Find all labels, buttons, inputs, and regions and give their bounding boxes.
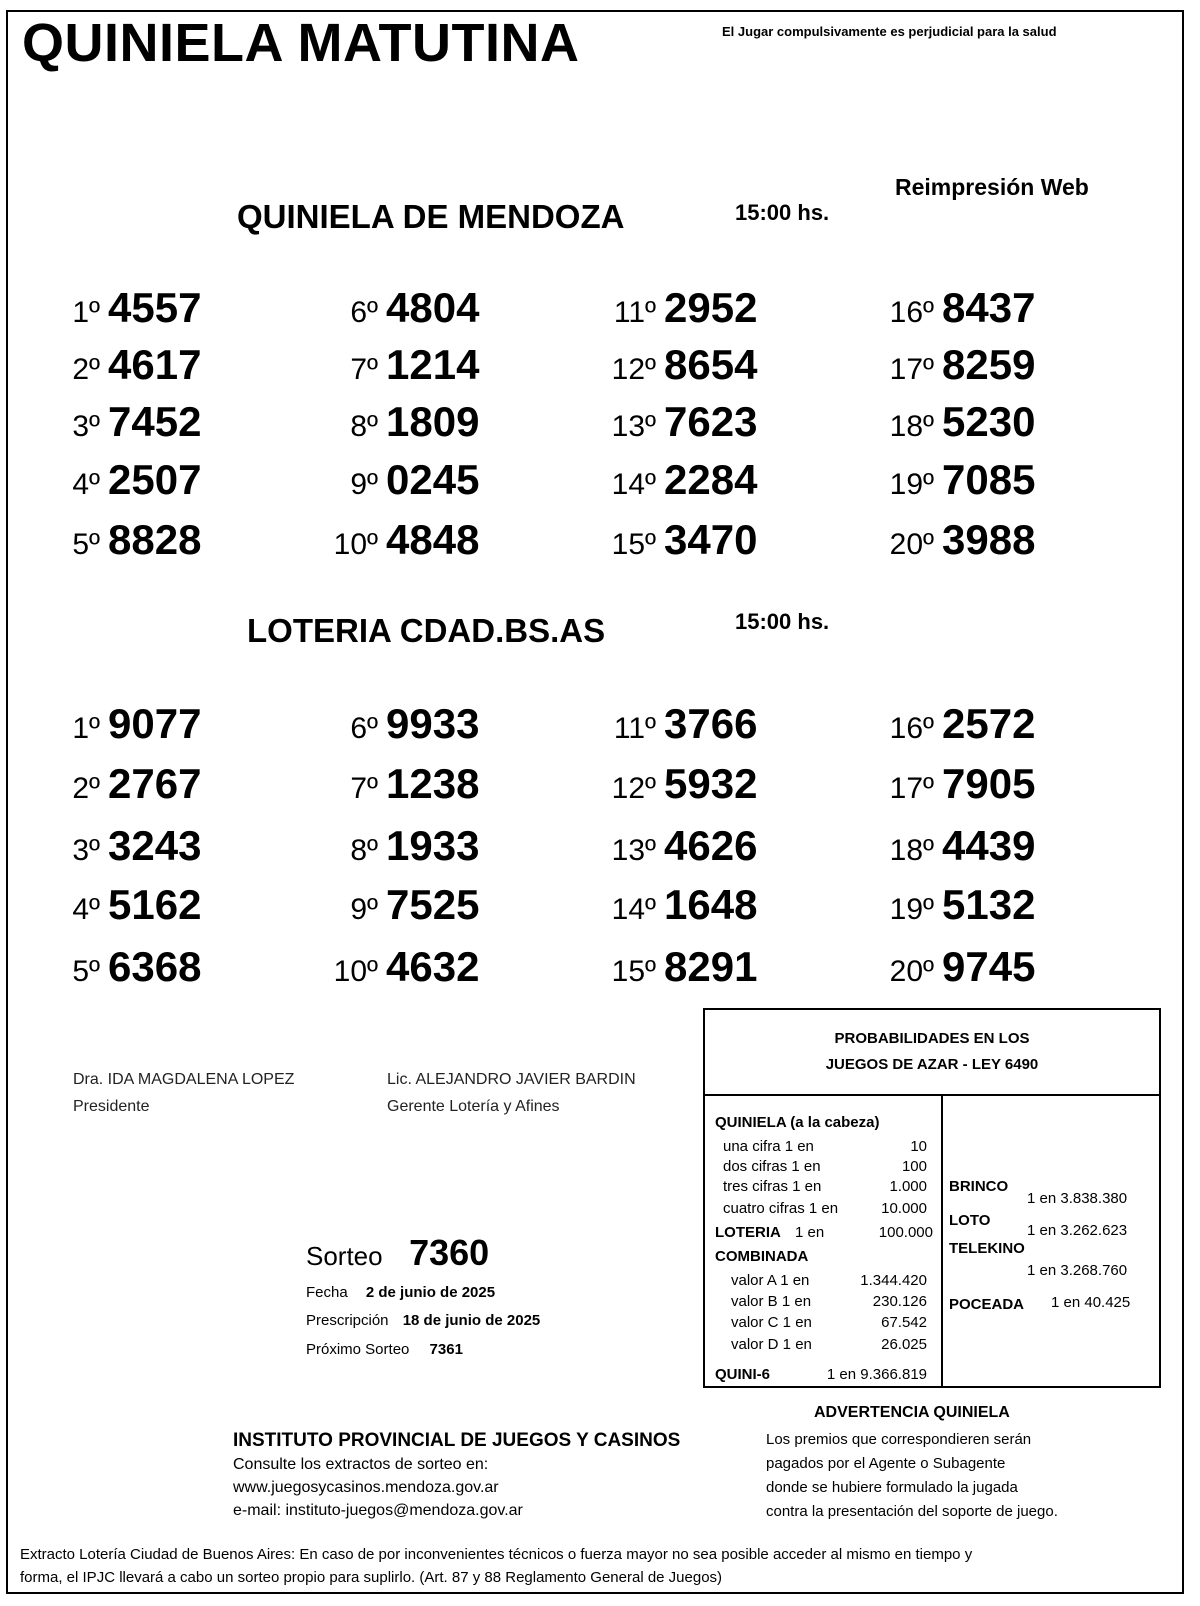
sorteo-info bbox=[306, 1232, 489, 1274]
result-number: 4617 bbox=[108, 341, 202, 388]
result-cell bbox=[40, 760, 201, 808]
probabilities-box bbox=[703, 1008, 1161, 1388]
quiniela-prob-label: tres cifras 1 en bbox=[723, 1178, 822, 1195]
result-position: 20º bbox=[889, 528, 934, 561]
signature-name: Dra. IDA MAGDALENA LOPEZ bbox=[73, 1071, 295, 1088]
result-position: 20º bbox=[889, 955, 934, 988]
signature-role: Gerente Lotería y Afines bbox=[387, 1098, 560, 1115]
result-cell bbox=[874, 398, 1035, 446]
result-cell bbox=[596, 516, 757, 564]
result-position: 10º bbox=[333, 528, 378, 561]
result-number: 2767 bbox=[108, 760, 202, 807]
result-position: 18º bbox=[889, 410, 934, 443]
loteria-prob-label: LOTERIA bbox=[715, 1224, 781, 1241]
result-position: 10º bbox=[333, 955, 378, 988]
quiniela-prob-value: 1.000 bbox=[889, 1178, 927, 1195]
footer-line: forma, el IPJC llevará a cabo un sorteo propio para suplirlo. (Art. 87 y 88 Reglamento General de Juegos) bbox=[20, 1569, 723, 1586]
result-cell bbox=[318, 700, 479, 748]
loteria-prob-en: 1 en bbox=[795, 1224, 825, 1241]
prescripcion-value: 18 de junio de 2025 bbox=[402, 1312, 541, 1329]
result-position: 3º bbox=[72, 410, 100, 443]
gambling-warning: El Jugar compulsivamente es perjudicial para la salud bbox=[722, 24, 1057, 39]
result-number: 2507 bbox=[108, 456, 202, 503]
result-number: 7623 bbox=[664, 398, 758, 445]
result-position: 12º bbox=[611, 772, 656, 805]
result-number: 3243 bbox=[108, 822, 202, 869]
quiniela-prob-value: 10.000 bbox=[881, 1200, 927, 1217]
result-number: 5162 bbox=[108, 881, 202, 928]
result-cell bbox=[596, 881, 757, 929]
quini6-prob-label: QUINI-6 bbox=[715, 1366, 771, 1383]
result-cell bbox=[318, 341, 479, 389]
advertencia-line: Los premios que correspondieren serán bbox=[766, 1431, 1032, 1448]
fecha-row bbox=[306, 1284, 495, 1301]
result-number: 4557 bbox=[108, 284, 202, 331]
result-position: 19º bbox=[889, 893, 934, 926]
result-number: 8654 bbox=[664, 341, 758, 388]
result-cell bbox=[40, 881, 201, 929]
loteria-prob-row bbox=[715, 1224, 824, 1241]
result-cell bbox=[596, 456, 757, 504]
loteria-prob-value: 100.000 bbox=[878, 1224, 933, 1241]
advertencia-line: pagados por el Agente o Subagente bbox=[766, 1455, 1006, 1472]
result-cell bbox=[318, 881, 479, 929]
probabilities-title-line2: JUEGOS DE AZAR - LEY 6490 bbox=[825, 1056, 1039, 1073]
result-cell bbox=[596, 284, 757, 332]
prescripcion-label: Prescripción bbox=[306, 1312, 389, 1329]
telekino-prob-label: TELEKINO bbox=[949, 1240, 1025, 1257]
sorteo-number: 7360 bbox=[409, 1232, 490, 1273]
result-position: 6º bbox=[350, 296, 378, 329]
result-number: 2284 bbox=[664, 456, 758, 503]
result-number: 1238 bbox=[386, 760, 480, 807]
institute-email: e-mail: instituto-juegos@mendoza.gov.ar bbox=[233, 1502, 523, 1519]
result-position: 9º bbox=[350, 893, 378, 926]
result-number: 1809 bbox=[386, 398, 480, 445]
result-cell bbox=[874, 822, 1035, 870]
poceada-prob-value: 1 en 40.425 bbox=[1051, 1294, 1131, 1311]
loto-prob-label: LOTO bbox=[949, 1212, 991, 1229]
institute-consult-line: Consulte los extractos de sorteo en: bbox=[233, 1456, 489, 1473]
result-position: 11º bbox=[613, 712, 656, 745]
result-cell bbox=[874, 341, 1035, 389]
result-number: 3766 bbox=[664, 700, 758, 747]
section-title-loteria: LOTERIA CDAD.BS.AS bbox=[247, 612, 606, 649]
combinada-prob-value: 230.126 bbox=[872, 1293, 927, 1310]
result-position: 1º bbox=[72, 712, 100, 745]
result-number: 4804 bbox=[386, 284, 480, 331]
result-number: 5132 bbox=[942, 881, 1036, 928]
fecha-label: Fecha bbox=[306, 1284, 348, 1301]
result-number: 5932 bbox=[664, 760, 758, 807]
loto-prob-value: 1 en 3.262.623 bbox=[1027, 1222, 1128, 1239]
result-position: 19º bbox=[889, 468, 934, 501]
proximo-label: Próximo Sorteo bbox=[306, 1341, 410, 1358]
result-number: 7525 bbox=[386, 881, 480, 928]
result-cell bbox=[596, 700, 757, 748]
section-title-mendoza: QUINIELA DE MENDOZA bbox=[237, 198, 625, 235]
institute-info bbox=[233, 1430, 680, 1520]
result-cell bbox=[40, 822, 201, 870]
result-cell bbox=[40, 341, 201, 389]
page-title: QUINIELA MATUTINA bbox=[22, 13, 580, 73]
result-cell bbox=[318, 398, 479, 446]
result-cell bbox=[40, 456, 201, 504]
section-time-loteria: 15:00 hs. bbox=[735, 609, 830, 634]
fecha-value: 2 de junio de 2025 bbox=[365, 1284, 496, 1301]
result-cell bbox=[874, 284, 1035, 332]
result-number: 3988 bbox=[942, 516, 1036, 563]
result-number: 8259 bbox=[942, 341, 1036, 388]
result-cell bbox=[40, 943, 201, 991]
result-position: 17º bbox=[889, 353, 934, 386]
result-position: 13º bbox=[611, 834, 656, 867]
brinco-prob-value: 1 en 3.838.380 bbox=[1027, 1190, 1128, 1207]
result-position: 16º bbox=[889, 296, 934, 329]
combinada-prob-label: valor C 1 en bbox=[731, 1314, 812, 1331]
result-cell bbox=[874, 456, 1035, 504]
result-number: 9077 bbox=[108, 700, 202, 747]
proximo-value: 7361 bbox=[429, 1341, 463, 1358]
quiniela-prob-label: una cifra 1 en bbox=[723, 1138, 814, 1155]
combinada-prob-label: valor B 1 en bbox=[731, 1293, 812, 1310]
prescripcion-row bbox=[306, 1312, 540, 1329]
result-number: 4626 bbox=[664, 822, 758, 869]
result-cell bbox=[318, 516, 479, 564]
result-number: 8291 bbox=[664, 943, 758, 990]
result-position: 9º bbox=[350, 468, 378, 501]
probabilities-title-line1: PROBABILIDADES EN LOS bbox=[834, 1030, 1030, 1047]
proximo-row bbox=[306, 1341, 463, 1358]
institute-website: www.juegosycasinos.mendoza.gov.ar bbox=[233, 1479, 499, 1496]
result-number: 9745 bbox=[942, 943, 1036, 990]
poceada-prob-label: POCEADA bbox=[949, 1296, 1025, 1313]
result-position: 2º bbox=[72, 772, 100, 805]
result-position: 5º bbox=[72, 528, 100, 561]
result-number: 3470 bbox=[664, 516, 758, 563]
result-number: 7085 bbox=[942, 456, 1036, 503]
result-cell bbox=[874, 760, 1035, 808]
footer-line: Extracto Lotería Ciudad de Buenos Aires: En caso de por inconvenientes técnicos o fuerza mayor no sea posible acceder al mismo en tiempo y bbox=[20, 1546, 973, 1563]
combinada-prob-title: COMBINADA bbox=[715, 1248, 809, 1265]
reprint-label: Reimpresión Web bbox=[895, 174, 1089, 200]
quiniela-prob-label: cuatro cifras 1 en bbox=[723, 1200, 839, 1217]
signature-manager bbox=[387, 1066, 636, 1120]
result-cell bbox=[874, 516, 1035, 564]
result-number: 2572 bbox=[942, 700, 1036, 747]
combinada-prob-value: 26.025 bbox=[881, 1336, 927, 1353]
result-position: 4º bbox=[72, 893, 100, 926]
result-position: 17º bbox=[889, 772, 934, 805]
combinada-prob-label: valor A 1 en bbox=[731, 1272, 810, 1289]
footer-note bbox=[20, 1543, 972, 1589]
combinada-prob-value: 1.344.420 bbox=[860, 1272, 927, 1289]
result-position: 14º bbox=[611, 468, 656, 501]
result-cell bbox=[40, 516, 201, 564]
result-cell bbox=[40, 284, 201, 332]
signature-role: Presidente bbox=[73, 1098, 150, 1115]
result-cell bbox=[596, 760, 757, 808]
result-number: 4848 bbox=[386, 516, 480, 563]
result-cell bbox=[596, 341, 757, 389]
result-position: 18º bbox=[889, 834, 934, 867]
result-cell bbox=[318, 284, 479, 332]
advertencia-line: contra la presentación del soporte de juego. bbox=[766, 1503, 1058, 1520]
result-position: 14º bbox=[611, 893, 656, 926]
brinco-prob-label: BRINCO bbox=[949, 1178, 1009, 1195]
sorteo-label: Sorteo bbox=[306, 1241, 383, 1271]
result-cell bbox=[318, 822, 479, 870]
result-position: 8º bbox=[350, 410, 378, 443]
result-cell bbox=[40, 398, 201, 446]
quiniela-prob-title: QUINIELA (a la cabeza) bbox=[715, 1114, 880, 1131]
institute-title: INSTITUTO PROVINCIAL DE JUEGOS Y CASINOS bbox=[233, 1430, 681, 1451]
result-number: 9933 bbox=[386, 700, 480, 747]
result-position: 2º bbox=[72, 353, 100, 386]
result-position: 12º bbox=[611, 353, 656, 386]
advertencia-title: ADVERTENCIA QUINIELA bbox=[814, 1404, 1010, 1421]
result-cell bbox=[874, 700, 1035, 748]
result-cell bbox=[874, 943, 1035, 991]
result-position: 6º bbox=[350, 712, 378, 745]
probabilities-divider bbox=[941, 1096, 943, 1388]
result-cell bbox=[40, 700, 201, 748]
combinada-prob-value: 67.542 bbox=[881, 1314, 927, 1331]
section-time-mendoza: 15:00 hs. bbox=[735, 200, 830, 225]
quiniela-prob-value: 100 bbox=[901, 1158, 927, 1175]
result-number: 2952 bbox=[664, 284, 758, 331]
signature-president bbox=[73, 1066, 294, 1120]
result-number: 1933 bbox=[386, 822, 480, 869]
signature-name: Lic. ALEJANDRO JAVIER BARDIN bbox=[387, 1071, 636, 1088]
quiniela-prob-label: dos cifras 1 en bbox=[723, 1158, 821, 1175]
result-position: 13º bbox=[611, 410, 656, 443]
advertencia-line: donde se hubiere formulado la jugada bbox=[766, 1479, 1018, 1496]
result-position: 15º bbox=[611, 955, 656, 988]
result-cell bbox=[596, 943, 757, 991]
quini6-prob-value: 1 en 9.366.819 bbox=[826, 1366, 927, 1383]
result-number: 1214 bbox=[386, 341, 480, 388]
result-position: 1º bbox=[72, 296, 100, 329]
result-number: 4632 bbox=[386, 943, 480, 990]
result-cell bbox=[318, 943, 479, 991]
result-position: 7º bbox=[350, 772, 378, 805]
result-cell bbox=[596, 822, 757, 870]
result-number: 7452 bbox=[108, 398, 202, 445]
result-cell bbox=[318, 760, 479, 808]
probabilities-header bbox=[705, 1010, 1159, 1096]
result-cell bbox=[318, 456, 479, 504]
result-position: 7º bbox=[350, 353, 378, 386]
result-number: 4439 bbox=[942, 822, 1036, 869]
result-cell bbox=[874, 881, 1035, 929]
result-number: 8828 bbox=[108, 516, 202, 563]
quiniela-prob-value: 10 bbox=[910, 1138, 927, 1155]
advertencia-text bbox=[766, 1428, 1058, 1524]
result-position: 5º bbox=[72, 955, 100, 988]
result-position: 4º bbox=[72, 468, 100, 501]
result-position: 16º bbox=[889, 712, 934, 745]
result-number: 7905 bbox=[942, 760, 1036, 807]
result-position: 3º bbox=[72, 834, 100, 867]
result-number: 5230 bbox=[942, 398, 1036, 445]
result-number: 0245 bbox=[386, 456, 480, 503]
result-number: 8437 bbox=[942, 284, 1036, 331]
result-position: 11º bbox=[613, 296, 656, 329]
result-cell bbox=[596, 398, 757, 446]
result-number: 6368 bbox=[108, 943, 202, 990]
result-position: 8º bbox=[350, 834, 378, 867]
result-number: 1648 bbox=[664, 881, 758, 928]
combinada-prob-label: valor D 1 en bbox=[731, 1336, 812, 1353]
telekino-prob-value: 1 en 3.268.760 bbox=[1027, 1262, 1128, 1279]
result-position: 15º bbox=[611, 528, 656, 561]
